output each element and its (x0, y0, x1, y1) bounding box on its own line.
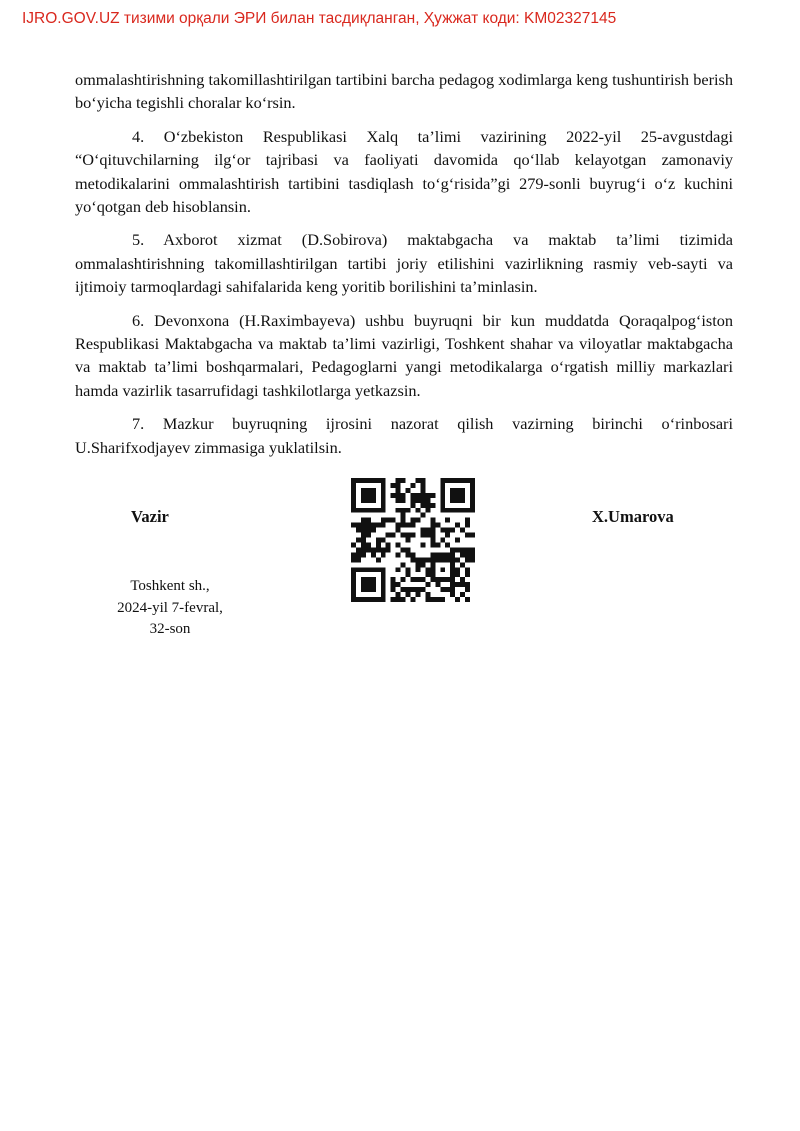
paragraph-item-7: 7. Mazkur buyruqning ijrosini nazorat qilish vazirning birinchi o‘rinbosari U.Sharifxodjayev zimmasiga yuklatilsin. (75, 414, 733, 457)
signatory-title: Vazir (131, 507, 169, 526)
paragraph-item-5: 5. Axborot xizmat (D.Sobirova) maktabgacha va maktab ta’limi tizimida ommalashtirishning takomillashtirilgan tartibi joriy etilishini vazirlikning rasmiy veb-sayti va ijtimoiy tarmoqlardagi sahifalarida keng yoritib borilishini ta’minlasin. (75, 230, 733, 297)
paragraph-item-6: 6. Devonxona (H.Raximbayeva) ushbu buyruqni bir kun muddatda Qoraqalpog‘iston Respublikasi Maktabgacha va maktab ta’limi vazirligi, Toshkent shahar va viloyatlar maktabgacha va maktab ta’limi boshqarmalari, Pedagoglarni yangi metodikalarga o‘rgatish milliy markazlari hamda vazirlik tasarrufidagi tashkilotlarga yetkazsin. (75, 310, 733, 400)
qr-code-icon (351, 478, 475, 602)
paragraph-item-4: 4. O‘zbekiston Respublikasi Xalq ta’limi vazirining 2022-yil 25-avgustdagi “O‘qituvchilarning ilg‘or tajribasi va faoliyati davomida qo‘llab kelayotgan zamonaviy metodikalarini ommalashtirish tartibini tasdiqlash to‘g‘risida”gi 279-sonli buyrug‘i o‘z kuchini yo‘qotgan deb hisoblansin. (75, 126, 733, 217)
issue-place: Toshkent sh., (130, 578, 210, 594)
document-verification-header: IJRO.GOV.UZ тизими орқали ЭРИ билан тасдиқланган, Ҳужжат коди: KM02327145 (22, 10, 617, 27)
issue-number: 32-son (149, 621, 191, 637)
paragraph-continuation: ommalashtirishning takomillashtirilgan tartibini barcha pedagog xodimlarga keng tushuntirish berish bo‘yicha tegishli choralar ko‘rsin. (75, 70, 733, 113)
document-body (75, 68, 733, 469)
signatory-name: X.Umarova (592, 507, 674, 526)
issue-details (95, 576, 245, 641)
issue-date: 2024-yil 7-fevral, (117, 599, 223, 616)
